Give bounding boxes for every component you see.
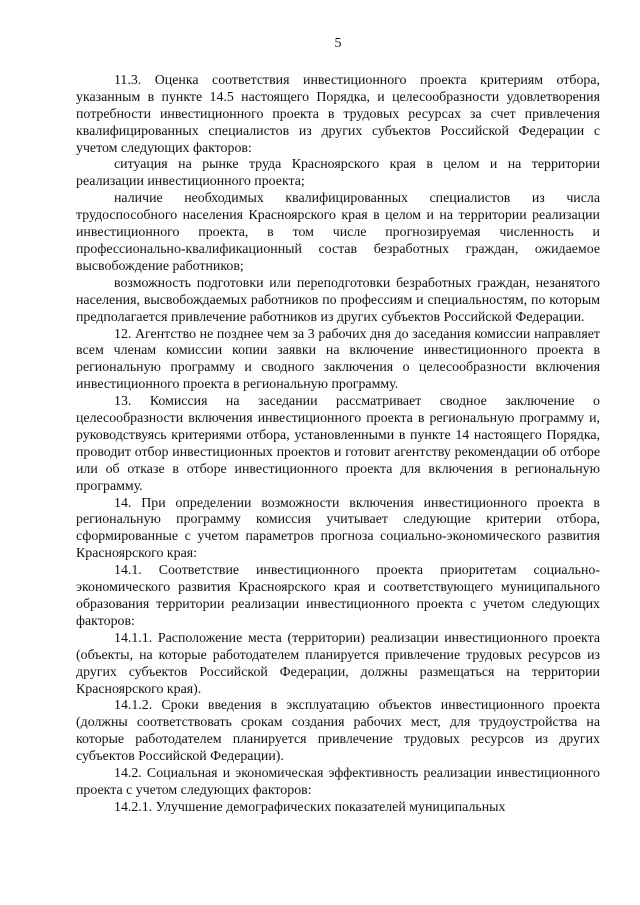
paragraph-14: 14. При определении возможности включения инвестиционного проекта в региональную программу комиссия учитывает следующие критерии отбора, сформированные с учетом параметров прогноза социально-экономического развития Красноярского края: (76, 495, 600, 562)
document-body (76, 73, 600, 817)
paragraph-12: 12. Агентство не позднее чем за 3 рабочих дня до заседания комиссии направляет всем членам комиссии копии заявки на включение инвестиционного проекта в региональную программу и сводного заключения о целесообразности включения инвестиционного проекта в региональную программу. (76, 326, 600, 393)
paragraph-labor-market: ситуация на рынке труда Красноярского края в целом и на территории реализации инвестиционного проекта; (76, 157, 600, 190)
paragraph-14-1-1: 14.1.1. Расположение места (территории) реализации инвестиционного проекта (объекты, на которые работодателем планируется привлечение трудовых ресурсов из других субъектов Российской Федерации, должны размещаться на территории Красноярского края). (76, 630, 600, 697)
page-number: 5 (334, 36, 342, 51)
paragraph-14-1: 14.1. Соответствие инвестиционного проекта приоритетам социально-экономического развития Красноярского края и соответствующего муниципального образования территории реализации инвестиционного проекта с учетом следующих факторов: (76, 563, 600, 629)
paragraph-13: 13. Комиссия на заседании рассматривает сводное заключение о целесообразности включения инвестиционного проекта в региональную программу и, руководствуясь критериями отбора, установленными в пункте 14 настоящего Порядка, проводит отбор инвестиционных проектов и готовит агентству рекомендации об отборе или об отказе в отборе инвестиционного проекта для включения в региональную программу. (76, 394, 600, 494)
paragraph-11-3: 11.3. Оценка соответствия инвестиционного проекта критериям отбора, указанным в пункте 14.5 настоящего Порядка, и целесообразности удовлетворения потребности инвестиционного проекта в трудовых ресурсах за счет привлечения квалифицированных специалистов из других субъектов Российской Федерации с учетом следующих факторов: (76, 72, 600, 156)
paragraph-14-2-1: 14.2.1. Улучшение демографических показателей муниципальных (114, 799, 506, 815)
paragraph-retraining: возможность подготовки или переподготовки безработных граждан, незанятого населения, высвобождаемых работников по профессиям и специальностям, по которым предполагается привлечение работников из других субъектов Российской Федерации. (76, 275, 600, 325)
paragraph-specialists: наличие необходимых квалифицированных специалистов из числа трудоспособного населения Красноярского края в целом и на территории реализации инвестиционного проекта, в том числе прогнозируемая численность и профессионально-квалификационный состав безработных граждан, ожидаемое высвобождение работников; (76, 191, 600, 274)
paragraph-14-2: 14.2. Социальная и экономическая эффективность реализации инвестиционного проекта с учетом следующих факторов: (76, 766, 600, 798)
paragraph-14-1-2: 14.1.2. Сроки введения в эксплуатацию объектов инвестиционного проекта (должны соответствовать срокам создания рабочих мест, для трудоустройства на которые работодателем планируется привлечение трудовых ресурсов из других субъектов Российской Федерации). (76, 698, 600, 765)
